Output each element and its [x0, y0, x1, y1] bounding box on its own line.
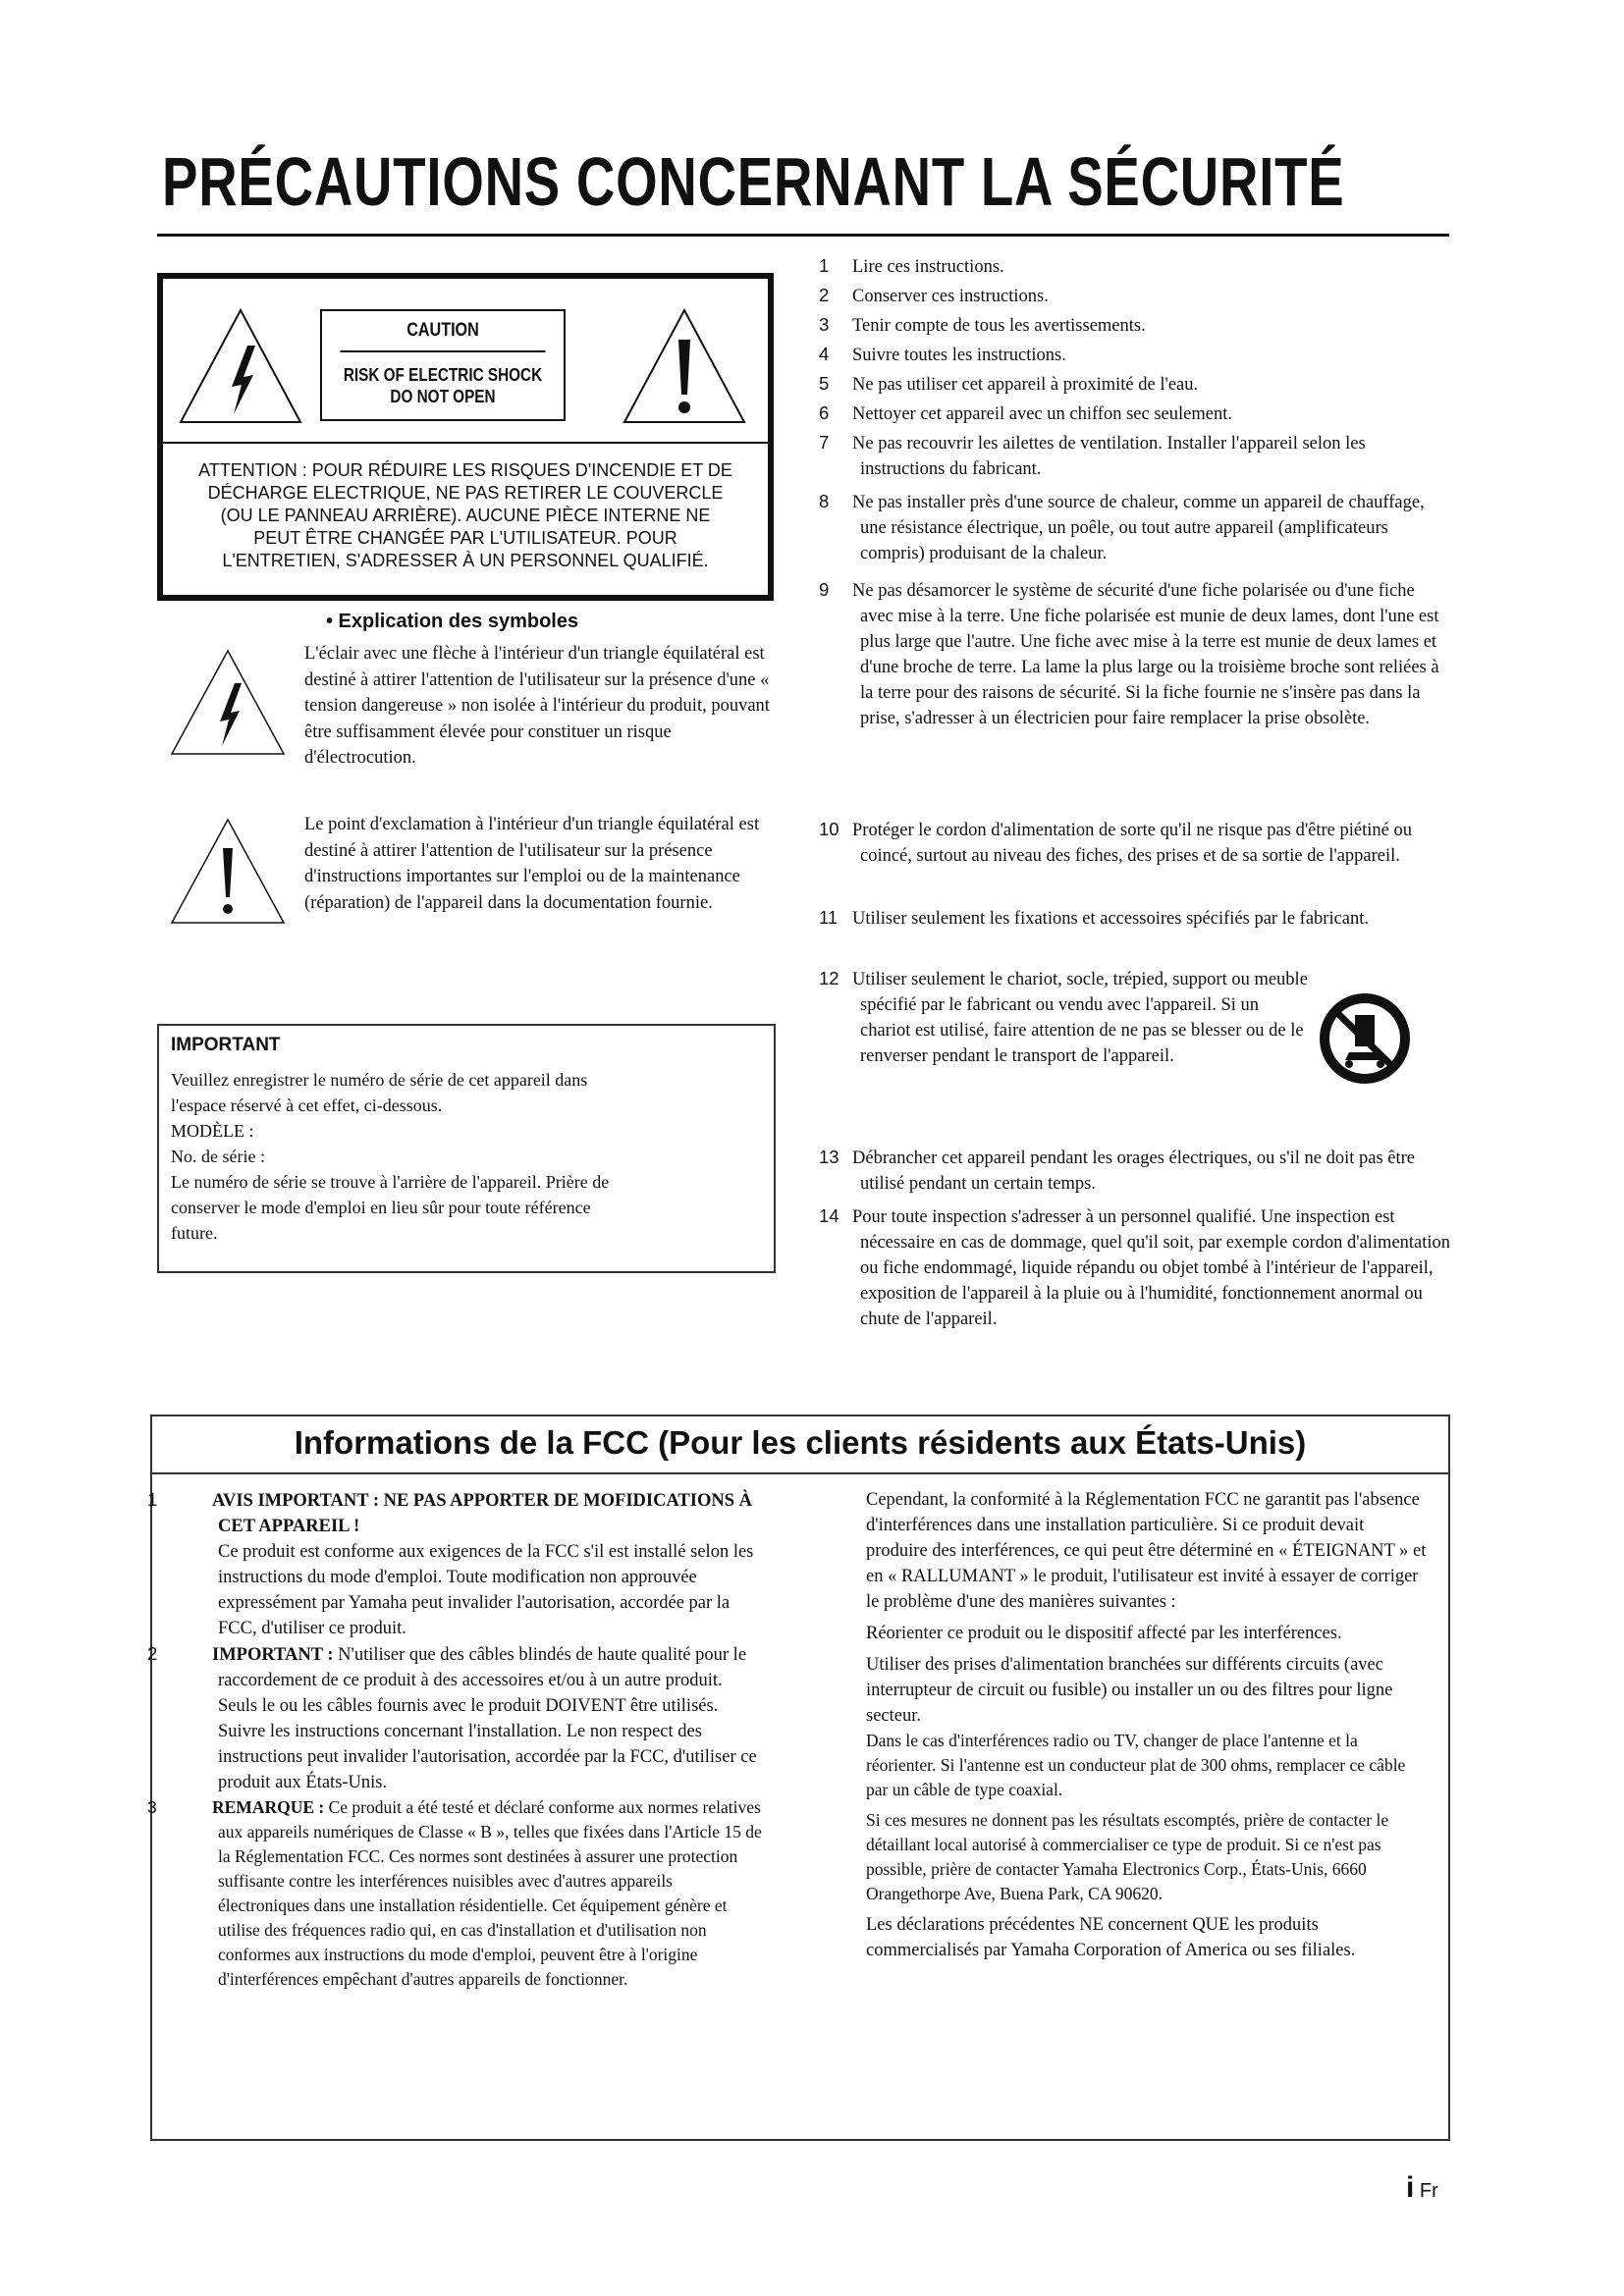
page-number: i Fr	[1406, 2171, 1438, 2204]
important-heading: IMPORTANT	[171, 1035, 281, 1055]
exclamation-symbol-icon	[169, 817, 287, 927]
caution-line-1: RISK OF ELECTRIC SHOCK	[343, 365, 543, 385]
instruction-item: 14 Pour toute inspection s'adresser à un personnel qualifié. Une inspection est nécessaire en cas de dommage, quel qu'il soit, par exemple cordon d'alimentation ou fiche endommagé, liquide répandu ou objet tombé à l'intérieur de l'appareil, exposition de l'appareil à la pluie ou à l'humidité, fonctionnement anormal ou chute de l'appareil.	[819, 1205, 1451, 1329]
caution-label	[320, 309, 566, 421]
instruction-item: 8 Ne pas installer près d'une source de chaleur, comme un appareil de chauffage, une résistance électrique, un poêle, ou tout autre appareil (amplificateurs compris) produisant de la chaleur.	[819, 491, 1425, 563]
exclamation-triangle-icon	[621, 306, 748, 426]
caution-heading: CAUTION	[340, 311, 545, 352]
important-serial-field: No. de série :	[171, 1147, 265, 1166]
caution-warning	[340, 352, 545, 407]
instruction-item: 1 Lire ces instructions.	[819, 255, 1004, 277]
fcc-item-2: 2 IMPORTANT : N'utiliser que des câbles blindés de haute qualité pour le raccordement de ce produit à des accessoires et/ou à un autre produit. Seuls le ou les câbles fournis avec le produit DOIVENT être utilisés. Suivre les instructions concernant l'installation. Le non respect des instructions peut invalider l'autorisation, accordée par la FCC, d'utiliser ce produit aux États-Unis.	[147, 1643, 757, 1792]
instruction-item: 13 Débrancher cet appareil pendant les orages électriques, ou s'il ne doit pas être utilisé pendant un certain temps.	[819, 1147, 1415, 1194]
instruction-item: 5 Ne pas utiliser cet appareil à proximité de l'eau.	[819, 373, 1199, 395]
instruction-item: 9 Ne pas désamorcer le système de sécurité d'une fiche polarisée ou d'une fiche avec mise à la terre. Une fiche polarisée est munie de deux lames, dont l'une est plus large que l'autre. Une fiche avec mise à la terre est munie de deux lames et d'une broche de terre. La lame la plus large ou la troisième broche sont reliées à la terre pour des raisons de sécurité. Si la fiche fournie ne s'insère pas dans la prise, s'adresser à un électricien pour faire remplacer la prise obsolète.	[819, 579, 1439, 728]
fcc-right-column	[866, 1487, 1428, 1963]
instruction-item: 4 Suivre toutes les instructions.	[819, 344, 1066, 365]
title-rule	[157, 234, 1449, 237]
fcc-left-column	[147, 1487, 762, 1992]
caution-line-2: DO NOT OPEN	[390, 387, 496, 406]
cart-warning-icon	[1316, 989, 1414, 1088]
important-line: Le numéro de série se trouve à l'arrière de l'appareil. Prière de	[171, 1172, 610, 1192]
fcc-title-divider	[150, 1472, 1450, 1474]
fcc-paragraph: Utiliser des prises d'alimentation branchées sur différents circuits (avec interrupteur de circuit ou fusible) ou installer un ou des filtres pour ligne secteur.	[866, 1655, 1393, 1726]
fcc-paragraph: Les déclarations précédentes NE concernent QUE les produits commercialisés par Yamaha Corporation of America ou ses filiales.	[866, 1915, 1356, 1960]
instruction-item: 7 Ne pas recouvrir les ailettes de ventilation. Installer l'appareil selon les instructions du fabricant.	[819, 432, 1366, 479]
page-title: PRÉCAUTIONS CONCERNANT LA SÉCURITÉ	[162, 143, 1345, 220]
lightning-triangle-icon	[177, 306, 304, 426]
fcc-paragraph: Cependant, la conformité à la Réglementation FCC ne garantit pas l'absence d'interférences dans une installation particulière. Si ce produit devait produire des interférences, ce qui peut être déterminé en « ÉTEIGNANT » et en « RALLUMANT » le produit, l'utilisateur est invité à essayer de corriger le problème d'une des manières suivantes :	[866, 1490, 1427, 1612]
important-line: Veuillez enregistrer le numéro de série de cet appareil dans	[171, 1070, 588, 1090]
instruction-item: 12 Utiliser seulement le chariot, socle, trépied, support ou meuble spécifié par le fabricant ou vendu avec l'appareil. Si un chariot est utilisé, faire attention de ne pas se blesser ou de le renverser pendant le transport de l'appareil.	[819, 968, 1308, 1066]
fcc-paragraph: Réorienter ce produit ou le dispositif affecté par les interférences.	[866, 1624, 1342, 1643]
important-line: future.	[171, 1223, 218, 1243]
important-model-field: MODÈLE :	[171, 1121, 254, 1141]
instruction-item: 10 Protéger le cordon d'alimentation de sorte qu'il ne risque pas d'être piétiné ou coincé, surtout au niveau des fiches, des prises et de sa sortie de l'appareil.	[819, 819, 1412, 866]
symbols-heading: • Explication des symboles	[326, 611, 579, 632]
exclamation-explanation: Le point d'exclamation à l'intérieur d'un triangle équilatéral est destiné à attirer l'attention de l'utilisateur sur la présence d'instructions importantes sur l'emploi ou de la maintenance (réparation) de l'appareil dans la documentation fournie.	[304, 815, 760, 913]
instruction-item: 3 Tenir compte de tous les avertissements.	[819, 314, 1146, 336]
important-line: conserver le mode d'emploi en lieu sûr pour toute référence	[171, 1198, 591, 1217]
important-line: l'espace réservé à cet effet, ci-dessous.	[171, 1095, 443, 1115]
fcc-item-3: 3 REMARQUE : Ce produit a été testé et déclaré conforme aux normes relatives aux appareils numériques de Classe « B », telles que fixées dans l'Article 15 de la Réglementation FCC. Ces normes sont destinées à assurer une protection suffisante contre les interférences nuisibles avec d'autres appareils électroniques dans une installation résidentielle. Cet équipement génère et utilise des fréquences radio qui, en cas d'installation et d'utilisation non conformes aux instructions du mode d'emploi, peuvent être à l'origine d'interférences empêchant d'autres appareils de fonctionner.	[147, 1797, 762, 1989]
fcc-item-1-body: Ce produit est conforme aux exigences de la FCC s'il est installé selon les instructions du mode d'emploi. Toute modification non approuvée expressément par Yamaha peut invalider l'autorisation, accordée par la FCC, d'utiliser ce produit.	[218, 1542, 754, 1638]
fcc-paragraph: Dans le cas d'interférences radio ou TV, changer de place l'antenne et la réorienter. Si l'antenne est un conducteur plat de 300 ohms, remplacer ce câble par un câble de type coaxial.	[866, 1731, 1406, 1799]
instruction-item: 6 Nettoyer cet appareil avec un chiffon sec seulement.	[819, 402, 1232, 424]
lightning-explanation: L'éclair avec une flèche à l'intérieur d'un triangle équilatéral est destiné à attirer l'attention de l'utilisateur sur la présence d'une « tension dangereuse » non isolée à l'intérieur du produit, pouvant être suffisamment élevée pour constituer un risque d'électrocution.	[304, 644, 770, 768]
instruction-item: 2 Conserver ces instructions.	[819, 285, 1049, 306]
instruction-item: 11 Utiliser seulement les fixations et accessoires spécifiés par le fabricant.	[819, 907, 1370, 929]
fcc-title: Informations de la FCC (Pour les clients résidents aux États-Unis)	[294, 1424, 1307, 1461]
caution-divider	[163, 442, 768, 444]
fcc-item-1-heading: 1 AVIS IMPORTANT : NE PAS APPORTER DE MOFIDICATIONS À CET APPAREIL !	[147, 1489, 752, 1536]
caution-attention-text: ATTENTION : POUR RÉDUIRE LES RISQUES D'INCENDIE ET DE DÉCHARGE ELECTRIQUE, NE PAS RETIRER LE COUVERCLE (OU LE PANNEAU ARRIÈRE). AUCUNE PIÈCE INTERNE NE PEUT ÊTRE CHANGÉE PAR L'UTILISATEUR. POUR L'ENTRETIEN, S'ADRESSER À UN PERSONNEL QUALIFIÉ.	[198, 460, 732, 570]
lightning-symbol-icon	[169, 648, 287, 758]
fcc-paragraph: Si ces mesures ne donnent pas les résultats escomptés, prière de contacter le détaillant local autorisé à commercialiser ce type de produit. Si ce n'est pas possible, prière de contacter Yamaha Electronics Corp., États-Unis, 6660 Orangethorpe Ave, Buena Park, CA 90620.	[866, 1810, 1389, 1903]
